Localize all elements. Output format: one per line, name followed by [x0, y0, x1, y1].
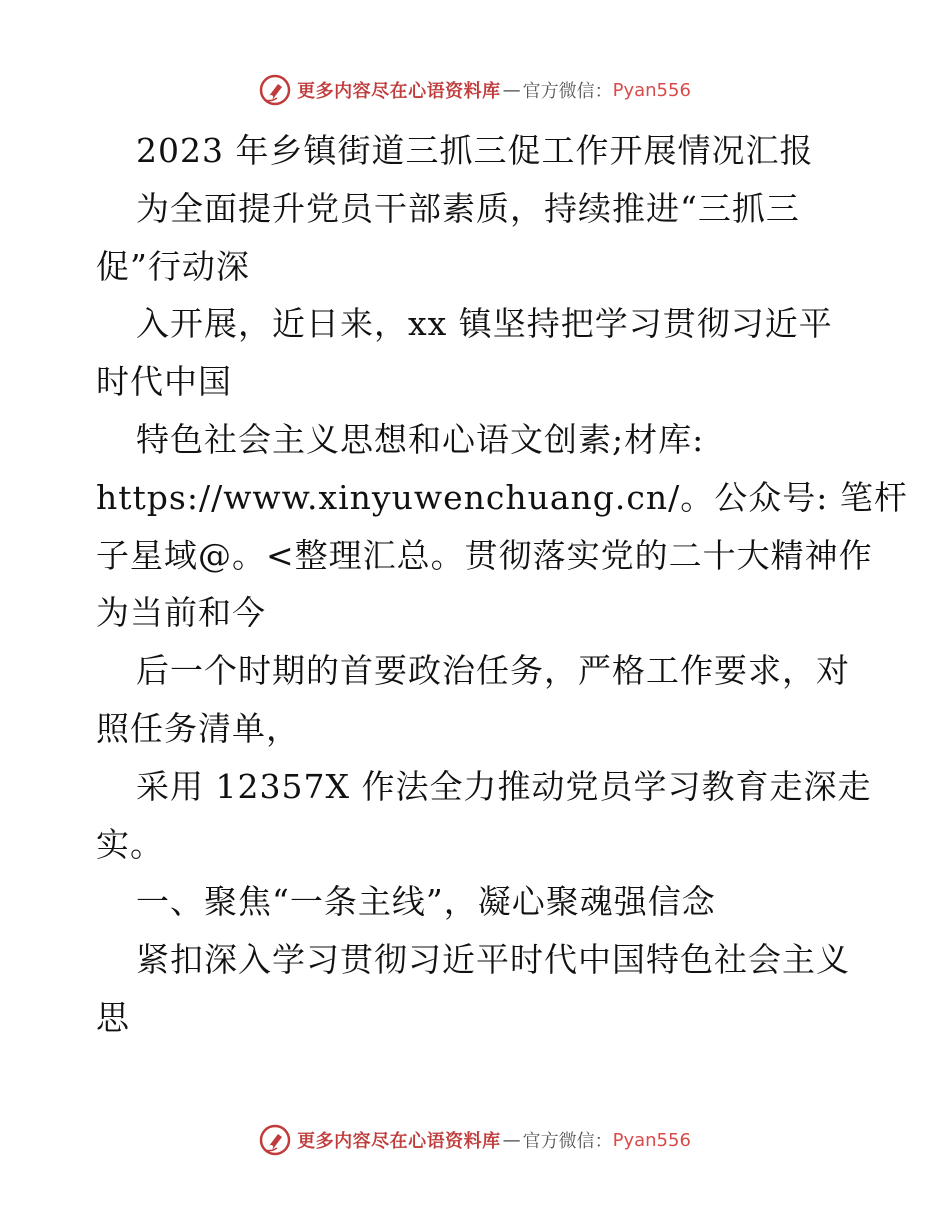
page-footer-watermark	[0, 1124, 950, 1156]
watermark-label: 官方微信：	[522, 81, 613, 102]
pen-nib-logo-icon	[259, 1124, 291, 1156]
paragraph-line: 子星域@。<整理汇总。贯彻落实党的二十大精神作	[96, 535, 873, 575]
watermark-brand: 更多内容尽在心语资料库	[297, 81, 501, 102]
watermark-wechat-id: Pyan556	[612, 1129, 691, 1151]
section-heading: 一、聚焦“一条主线”，凝心聚魂强信念	[136, 882, 716, 922]
watermark-separator: —	[502, 79, 521, 101]
paragraph-line: 后一个时期的首要政治任务，严格工作要求，对	[136, 651, 850, 691]
watermark-wechat-id: Pyan556	[612, 79, 691, 101]
paragraph-line: 思	[96, 997, 130, 1037]
page-header-watermark	[0, 74, 950, 106]
watermark-brand: 更多内容尽在心语资料库	[297, 1131, 501, 1152]
document-title: 2023 年乡镇街道三抓三促工作开展情况汇报	[136, 131, 814, 170]
paragraph-line: 照任务清单，	[96, 708, 300, 748]
paragraph-line: 特色社会主义思想和心语文创素;材库:	[136, 419, 705, 459]
watermark-separator: —	[502, 1129, 521, 1151]
paragraph-line: 为全面提升党员干部素质，持续推进“三抓三	[136, 188, 800, 228]
paragraph-line: 促”行动深	[96, 246, 250, 286]
pen-nib-logo-icon	[259, 74, 291, 106]
paragraph-line: 紧扣深入学习贯彻习近平时代中国特色社会主义	[136, 940, 850, 980]
paragraph-line: 时代中国	[96, 362, 232, 402]
watermark-label: 官方微信：	[522, 1131, 613, 1152]
document-body	[96, 122, 908, 1047]
paragraph-line: 为当前和今	[96, 593, 266, 633]
paragraph-line: 入开展，近日来，xx 镇坚持把学习贯彻习近平	[136, 304, 833, 344]
paragraph-line: 采用 12357X 作法全力推动党员学习教育走深走	[136, 766, 872, 806]
paragraph-line: 实。	[96, 824, 164, 864]
paragraph-line-url: https://www.xinyuwenchuang.cn/。公众号: 笔杆	[96, 477, 908, 517]
